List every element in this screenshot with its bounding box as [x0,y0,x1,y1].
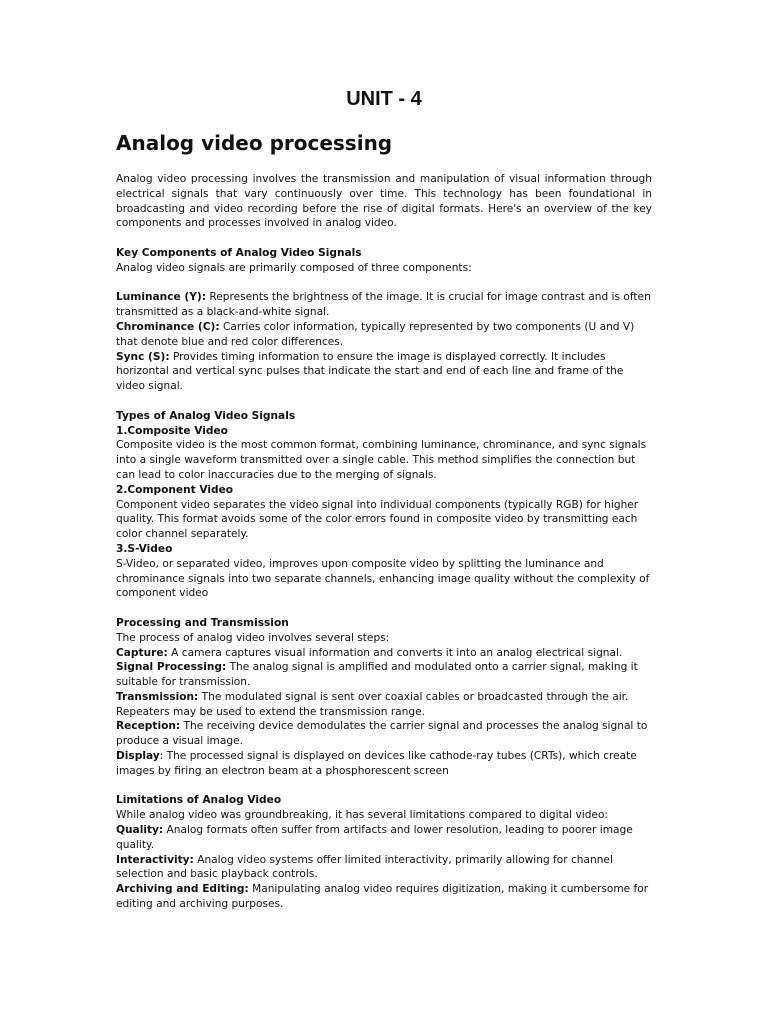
unit-title: UNIT - 4 [346,88,422,110]
section-heading: Processing and Transmission [116,616,289,629]
definition-text: The receiving device demodulates the carrier signal and processes the analog signal to produce a visual image. [116,720,648,748]
definition-term: Transmission: [116,690,199,703]
section-lead: The process of analog video involves several steps: [116,631,390,644]
definition-text: The modulated signal is sent over coaxial cables or broadcasted through the air. Repeaters may be used to extend the transmission range. [116,690,629,718]
definition-term: Archiving and Editing: [116,883,249,896]
definition-term: Capture: [116,646,168,659]
definition-item [116,646,652,661]
definition-item [116,350,652,394]
definition-item [116,882,652,912]
definition-term: Signal Processing: [116,661,227,674]
section-heading: Key Components of Analog Video Signals [116,246,362,259]
definition-term: Display [116,750,160,763]
definition-item [116,290,652,320]
definition-text: Carries color information, typically represented by two components (U and V) that denote blue and red color differences. [116,320,635,348]
definition-item [116,719,652,749]
definition-term: Interactivity: [116,853,194,866]
section-heading: Limitations of Analog Video [116,794,282,807]
definition-item [116,320,652,350]
definition-term: Chrominance (C): [116,320,220,333]
section-heading: Types of Analog Video Signals [116,409,296,422]
definition-item [116,690,652,720]
definition-item [116,853,652,883]
subsection-text: Composite video is the most common format, combining luminance, chrominance, and sync signals into a single waveform transmitted over a single cable. This method simplifies the connection but can lead to color inaccuracies due to the merging of signals. [116,439,647,481]
definition-term: Reception: [116,720,181,733]
definition-text: Manipulating analog video requires digitization, making it cumbersome for editing and archiving purposes. [116,883,649,911]
definition-text: A camera captures visual information and converts it into an analog electrical signal. [167,646,623,659]
subsection-title: 3.S-Video [116,542,173,555]
section-lead: Analog video signals are primarily composed of three components: [116,261,472,274]
definition-term: Luminance (Y): [116,291,206,304]
definition-item [116,660,652,690]
key-components-section [116,246,652,394]
limitations-section [116,793,652,911]
definition-text: : The processed signal is displayed on devices like cathode-ray tubes (CRTs), which create images by firing an electron beam at a phosphorescent screen [116,750,637,777]
processing-section [116,616,652,779]
definition-text: Represents the brightness of the image. It is crucial for image contrast and is often transmitted as a black-and-white signal. [116,291,651,319]
definition-text: Analog video systems offer limited interactivity, primarily allowing for channel selection and basic playback controls. [116,853,613,881]
definition-item [116,749,652,779]
page-title: Analog video processing [116,131,393,155]
subsection-title: 1.Composite Video [116,424,228,437]
definition-text: Analog formats often suffer from artifacts and lower resolution, leading to poorer image quality. [116,824,633,851]
subsection-text: Component video separates the video signal into individual components (typically RGB) for higher quality. This format avoids some of the color errors found in composite video by transmitting each color channel separately. [116,498,639,541]
subsection-text: S-Video, or separated video, improves upon composite video by splitting the luminance and chrominance signals into two separate channels, enhancing image quality without the complexity of component video [116,557,650,600]
definition-item [116,823,652,853]
definition-text: The analog signal is amplified and modulated onto a carrier signal, making it suitable for transmission. [116,661,638,689]
subsection-title: 2.Component Video [116,483,234,496]
types-section [116,409,652,601]
intro-paragraph: Analog video processing involves the transmission and manipulation of visual information through electrical signals that vary continuously over time. This technology has been foundational in broadcasting and video recording before the rise of digital formats. Here's an overview of the key components and processes involved in analog video. [116,173,652,230]
definition-term: Quality: [116,824,164,837]
definition-term: Sync (S): [116,350,170,363]
definition-text: Provides timing information to ensure the image is displayed correctly. It includes horizontal and vertical sync pulses that indicate the start and end of each line and frame of the video signal. [116,350,624,393]
section-lead: While analog video was groundbreaking, it has several limitations compared to digital video: [116,809,608,822]
